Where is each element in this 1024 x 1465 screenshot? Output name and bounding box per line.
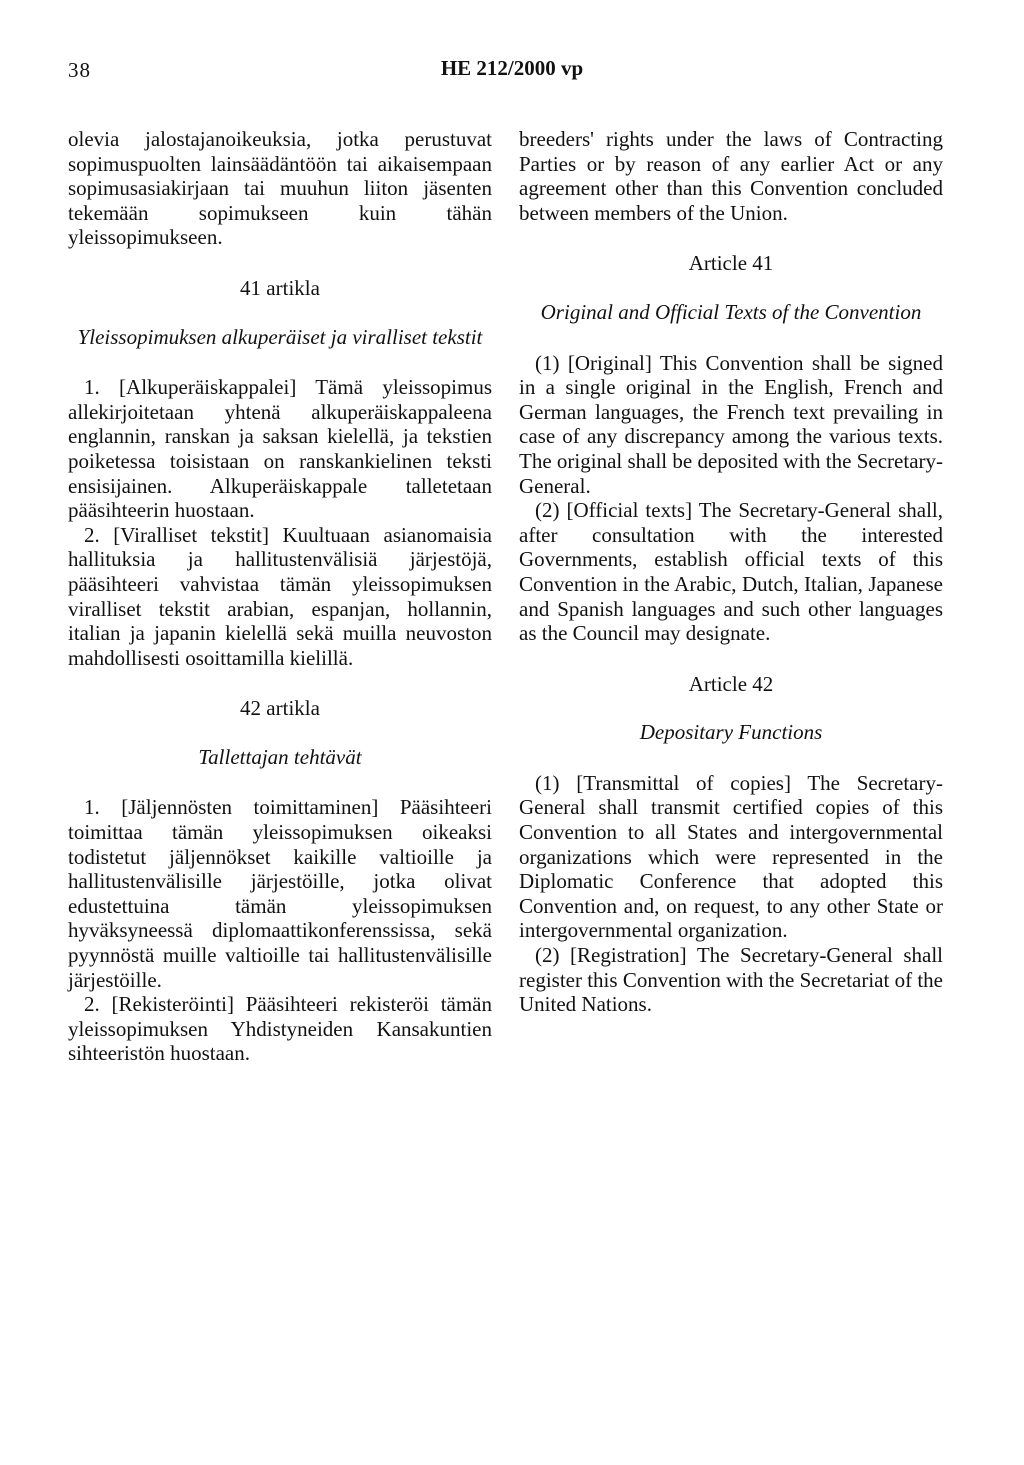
running-head: HE 212/2000 vp: [440, 56, 584, 80]
intro-paragraph: olevia jalostajanoikeuksia, jotka perustuvat sopimuspuolten lainsäädäntöön tai aikaisempaan sopimusasiakirjaan tai muuhun liiton jäsenten tekemään sopimukseen kuin tähän yleissopimukseen.: [68, 127, 492, 250]
article-41-paragraph-1: (1) [Original] This Convention shall be signed in a single original in the English, French and German languages, the French text prevailing in case of any discrepancy among the various texts. The original shall be deposited with the Secretary-General.: [519, 350, 943, 498]
article-41-title: Original and Official Texts of the Convention: [540, 299, 922, 324]
article-42-heading: 42 artikla: [240, 696, 320, 721]
article-41-heading: Article 41: [688, 251, 774, 276]
article-42-paragraph-2: 2. [Rekisteröinti] Pääsihteeri rekisteröi tämän yleissopimuksen Yhdistyneiden Kansakuntien sihteeristön huostaan.: [68, 992, 492, 1066]
article-42-paragraph-1: 1. [Jäljennösten toimittaminen] Pääsihteeri toimittaa tämän yleissopimuksen oikeaksi todistetut jäljennökset kaikille valtioille ja hallitustenvälisille järjestöille, jotka olivat edustettuina tämän yleissopimuksen hyväksyneessä diplomaattikonferenssissa, sekä pyynnöstä muille valtioille tai hallitustenvälisille järjestöille.: [68, 795, 492, 992]
article-42-title: Tallettajan tehtävät: [198, 744, 362, 769]
article-42-heading: Article 42: [688, 671, 774, 696]
english-column: [519, 127, 943, 1017]
article-42-paragraph-2: (2) [Registration] The Secretary-General shall register this Convention with the Secretariat of the United Nations.: [519, 943, 943, 1017]
article-41-heading: 41 artikla: [240, 275, 320, 300]
article-42-paragraph-1: (1) [Transmittal of copies] The Secretary-General shall transmit certified copies of this Convention to all States and intergovernmental organizations which were represented in the Diplomatic Conference that adopted this Convention and, on request, to any other State or intergovernmental organization.: [519, 770, 943, 943]
intro-paragraph: breeders' rights under the laws of Contracting Parties or by reason of any earlier Act or any agreement other than this Convention concluded between members of the Union.: [519, 127, 943, 225]
article-41-paragraph-2: (2) [Official texts] The Secretary-General shall, after consultation with the interested Governments, establish official texts of this Convention in the Arabic, Dutch, Italian, Japanese and Spanish languages and such other languages as the Council may designate.: [519, 498, 943, 646]
article-41-title: Yleissopimuksen alkuperäiset ja viralliset tekstit: [77, 324, 483, 349]
finnish-column: [68, 127, 492, 1066]
article-41-paragraph-2: 2. [Viralliset tekstit] Kuultuaan asianomaisia hallituksia ja hallitustenvälisiä järjestöjä, pääsihteeri vahvistaa tämän yleissopimuksen viralliset tekstit arabian, espanjan, hollannin, italian ja japanin kielellä sekä muilla neuvoston mahdollisesti osoittamilla kielillä.: [68, 522, 492, 670]
article-42-title: Depositary Functions: [639, 720, 823, 745]
page-number: 38: [68, 58, 91, 82]
article-41-paragraph-1: 1. [Alkuperäiskappalei] Tämä yleissopimus allekirjoitetaan yhtenä alkuperäiskappaleena englannin, ranskan ja saksan kielellä, ja tekstien poiketessa toisistaan on ranskankielinen teksti ensisijainen. Alkuperäiskappale talletetaan pääsihteerin huostaan.: [68, 375, 492, 523]
